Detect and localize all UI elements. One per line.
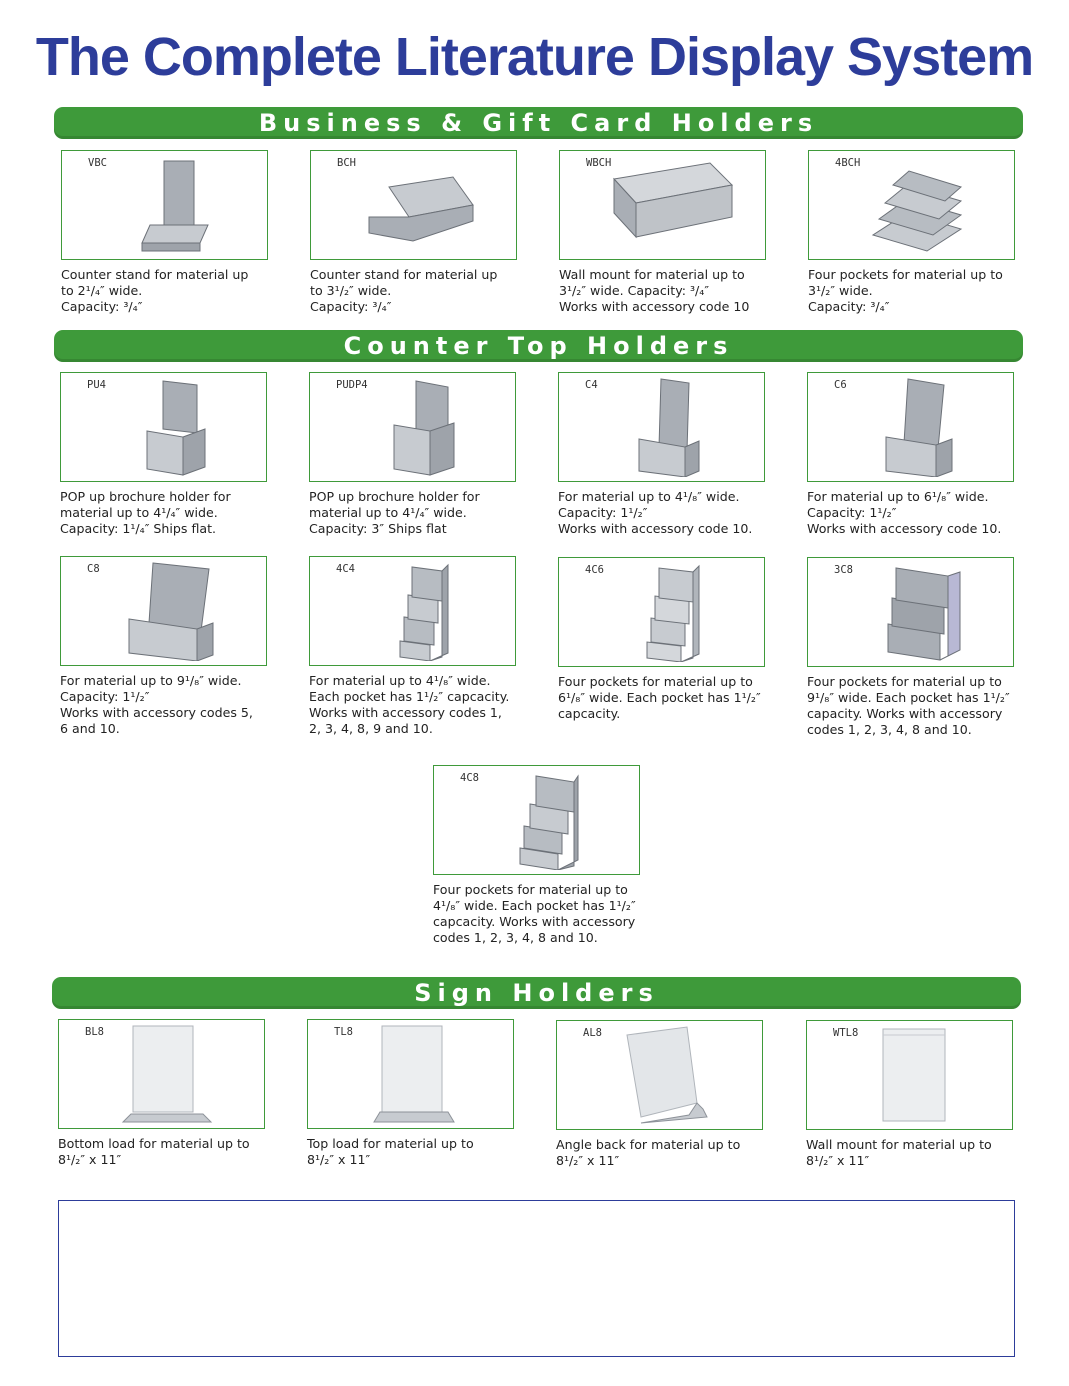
product-description: For material up to 4¹/₈″ wide. Each pocket has 1¹/₂″ capcacity. Works with accessory codes 1, 2, 3, 4, 8, 9 and 10.: [309, 673, 510, 736]
product-image-box: [556, 1020, 763, 1130]
product-code: PU4: [87, 379, 106, 391]
popup-brochure-deep-icon: [350, 377, 490, 477]
section-band-sign-holders: [52, 977, 1021, 1009]
product-image-box: [806, 1020, 1013, 1130]
wall-card-holder-icon: [600, 155, 740, 255]
product-image-box: [559, 150, 766, 260]
product-card-bch: [310, 150, 518, 315]
product-code: WBCH: [586, 157, 612, 169]
product-card-c8: [60, 556, 268, 737]
product-image-box: [807, 372, 1014, 482]
product-card-vbc: [61, 150, 269, 315]
product-image-box: [433, 765, 640, 875]
product-card-c4: [558, 372, 766, 537]
product-description: Angle back for material up to 8¹/₂″ x 11″: [556, 1137, 741, 1168]
card-stand-icon: [102, 155, 242, 255]
product-code: BCH: [337, 157, 356, 169]
product-description: POP up brochure holder for material up to 4¹/₄″ wide. Capacity: 1¹/₄″ Ships flat.: [60, 489, 231, 536]
section-band-counter-top: [54, 330, 1023, 362]
product-image-box: [60, 372, 267, 482]
product-image-box: [558, 372, 765, 482]
product-card-bl8: [58, 1019, 266, 1168]
product-code: TL8: [334, 1026, 353, 1038]
product-code: BL8: [85, 1026, 104, 1038]
product-card-wbch: [559, 150, 767, 315]
tiered-holder-icon: [350, 561, 490, 661]
product-image-box: [309, 372, 516, 482]
wall-sign-holder-icon: [847, 1025, 987, 1125]
product-card-3c8: [807, 557, 1015, 738]
product-image-box: [309, 556, 516, 666]
page-title: The Complete Literature Display System: [35, 27, 1034, 87]
product-description: Wall mount for material up to 3¹/₂″ wide. Capacity: ³/₄″ Works with accessory code 10: [559, 267, 750, 314]
product-code: 4C6: [585, 564, 604, 576]
product-image-box: [807, 557, 1014, 667]
brochure-holder-icon: [848, 377, 988, 477]
four-pocket-card-icon: [849, 155, 989, 255]
product-image-box: [58, 1019, 265, 1129]
section-band-business-cards: [54, 107, 1023, 139]
product-image-box: [808, 150, 1015, 260]
product-image-box: [307, 1019, 514, 1129]
brochure-holder-wide-icon: [101, 561, 241, 661]
tiered-holder-wide-icon: [848, 562, 988, 662]
product-card-4c6: [558, 557, 766, 722]
product-description: POP up brochure holder for material up to 4¹/₄″ wide. Capacity: 3″ Ships flat: [309, 489, 480, 536]
section-title: Business & Gift Card Holders: [258, 109, 819, 137]
popup-brochure-icon: [101, 377, 241, 477]
product-card-wtl8: [806, 1020, 1014, 1169]
product-description: Top load for material up to 8¹/₂″ x 11″: [307, 1136, 474, 1167]
product-code: C4: [585, 379, 598, 391]
product-code: C6: [834, 379, 847, 391]
imprint-box: [58, 1200, 1015, 1357]
product-image-box: [60, 556, 267, 666]
product-description: Four pockets for material up to 9¹/₈″ wide. Each pocket has 1¹/₂″ capacity. Works with accessory codes 1, 2, 3, 4, 8 and 10.: [807, 674, 1010, 737]
product-card-4c8: [433, 765, 641, 946]
product-code: C8: [87, 563, 100, 575]
product-image-box: [61, 150, 268, 260]
section-title: Sign Holders: [414, 979, 659, 1007]
product-code: 4BCH: [835, 157, 861, 169]
product-card-al8: [556, 1020, 764, 1169]
product-card-4bch: [808, 150, 1016, 315]
product-card-tl8: [307, 1019, 515, 1168]
section-title: Counter Top Holders: [343, 332, 734, 360]
product-code: WTL8: [833, 1027, 859, 1039]
card-stand-wide-icon: [351, 155, 491, 255]
product-image-box: [310, 150, 517, 260]
brochure-holder-icon: [599, 377, 739, 477]
product-code: 4C4: [336, 563, 355, 575]
product-code: PUDP4: [336, 379, 368, 391]
product-description: Four pockets for material up to 3¹/₂″ wide. Capacity: ³/₄″: [808, 267, 1003, 314]
tiered-holder-icon: [474, 770, 614, 870]
sign-holder-icon: [99, 1024, 239, 1124]
product-code: 4C8: [460, 772, 479, 784]
product-card-4c4: [309, 556, 517, 737]
product-description: For material up to 9¹/₈″ wide. Capacity: 1¹/₂″ Works with accessory codes 5, 6 and 10.: [60, 673, 253, 736]
product-card-pudp4: [309, 372, 517, 537]
product-description: For material up to 4¹/₈″ wide. Capacity: 1¹/₂″ Works with accessory code 10.: [558, 489, 753, 536]
product-code: VBC: [88, 157, 107, 169]
product-description: Four pockets for material up to 6¹/₈″ wide. Each pocket has 1¹/₂″ capcacity.: [558, 674, 761, 721]
product-image-box: [558, 557, 765, 667]
product-description: Wall mount for material up to 8¹/₂″ x 11″: [806, 1137, 992, 1168]
product-description: Counter stand for material up to 3¹/₂″ wide. Capacity: ³/₄″: [310, 267, 498, 314]
product-description: Four pockets for material up to 4¹/₈″ wide. Each pocket has 1¹/₂″ capcacity. Works with accessory codes 1, 2, 3, 4, 8 and 10.: [433, 882, 636, 945]
sign-holder-icon: [348, 1024, 488, 1124]
product-card-pu4: [60, 372, 268, 537]
product-code: AL8: [583, 1027, 602, 1039]
product-code: 3C8: [834, 564, 853, 576]
tiered-holder-icon: [599, 562, 739, 662]
product-description: For material up to 6¹/₈″ wide. Capacity: 1¹/₂″ Works with accessory code 10.: [807, 489, 1002, 536]
product-description: Bottom load for material up to 8¹/₂″ x 11″: [58, 1136, 250, 1167]
angled-sign-holder-icon: [597, 1025, 737, 1125]
product-card-c6: [807, 372, 1015, 537]
product-description: Counter stand for material up to 2¹/₄″ wide. Capacity: ³/₄″: [61, 267, 249, 314]
